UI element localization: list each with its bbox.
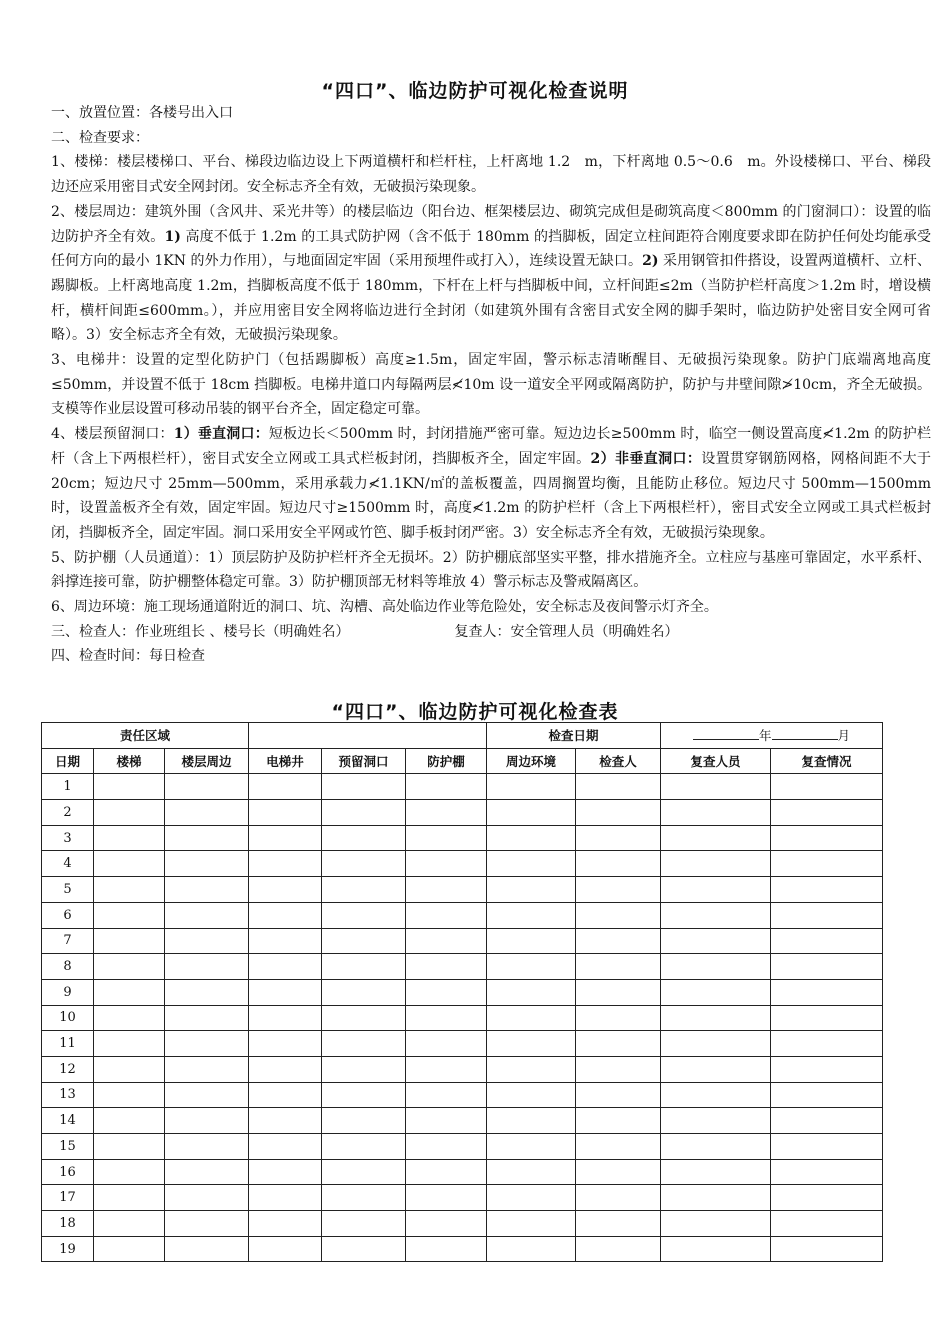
table-cell[interactable] [576, 1082, 661, 1108]
day-number: 17 [42, 1185, 94, 1211]
table-cell[interactable] [165, 877, 249, 903]
table-cell[interactable] [94, 1056, 165, 1082]
column-header: 日期 [42, 748, 94, 774]
table-cell[interactable] [165, 774, 249, 800]
table-cell[interactable] [487, 979, 576, 1005]
table-cell[interactable] [771, 825, 883, 851]
table-cell[interactable] [249, 774, 322, 800]
table-cell[interactable] [771, 1082, 883, 1108]
table-cell[interactable] [322, 1134, 406, 1160]
day-number: 13 [42, 1082, 94, 1108]
table-cell[interactable] [249, 928, 322, 954]
table-cell[interactable] [165, 1108, 249, 1134]
table-cell[interactable] [406, 1211, 487, 1237]
item-shelter: 5、防护棚（人员通道）：1）顶层防护及防护栏杆齐全无损坏。2）防护棚底部坚实平整，排水措施齐全。立柱应与基座可靠固定，水平系杆、斜撑连接可靠，防护棚整体稳定可靠。3）防护棚顶部无材料等堆放 4）警示标志及警戒隔离区。 [51, 549, 931, 591]
table-row [42, 1108, 883, 1134]
table-cell[interactable] [322, 1082, 406, 1108]
description-title: “四口”、临边防护可视化检查说明 [321, 80, 629, 102]
table-cell[interactable] [661, 1185, 771, 1211]
item-floor-edge: 2、楼层周边：建筑外围（含风井、采光井等）的楼层临边（阳台边、框架楼层边、砌筑完成但是砌筑高度＜800mm 的门窗洞口）：设置的临边防护齐全有效。1) 高度不低于 1.2m 的工具式防护网（含不低于 180mm 的挡脚板，固定立柱间距符合刚度要求即在防护任何处均能承受任何方向的最小 1KN 的外力作用），与地面固定牢固（采用预埋件或打入），连续设置无缺口。2) 采用钢管扣件搭设，设置两道横杆、立杆、踢脚板。上杆离地高度 1.2m，挡脚板高度不低于 180mm，下杆在上杆与挡脚板中间，立杆间距≤2m（当防护栏杆高度＞1.2m 时，增设横杆，横杆间距≤600mm。），并应用密目安全网将临边进行全封闭（如建筑外围有含密目式安全网的脚手架时，临边防护处密目安全网可省略）。3）安全标志齐全有效，无破损污染现象。 [51, 203, 932, 344]
requirements-heading: 二、检查要求： [51, 129, 149, 146]
table-cell[interactable] [249, 851, 322, 877]
table-cell[interactable] [406, 1056, 487, 1082]
date-value-cell[interactable]: 年 月 [661, 723, 883, 749]
table-cell[interactable] [165, 1056, 249, 1082]
table-cell[interactable] [576, 1211, 661, 1237]
day-number: 7 [42, 928, 94, 954]
table-cell[interactable] [487, 825, 576, 851]
table-cell[interactable] [661, 800, 771, 826]
table-cell[interactable] [576, 1134, 661, 1160]
table-cell[interactable] [406, 902, 487, 928]
day-number: 9 [42, 979, 94, 1005]
column-header: 电梯井 [249, 748, 322, 774]
table-cell[interactable] [771, 979, 883, 1005]
table-cell[interactable] [661, 954, 771, 980]
table-row [42, 1211, 883, 1237]
table-cell[interactable] [406, 800, 487, 826]
table-cell[interactable] [771, 1031, 883, 1057]
table-cell[interactable] [661, 928, 771, 954]
table-row [42, 1005, 883, 1031]
table-cell[interactable] [406, 1159, 487, 1185]
table-cell[interactable] [661, 877, 771, 903]
table-cell[interactable] [487, 877, 576, 903]
column-header: 楼梯 [94, 748, 165, 774]
table-cell[interactable] [661, 1159, 771, 1185]
table-cell[interactable] [576, 851, 661, 877]
table-cell[interactable] [406, 1236, 487, 1262]
item-openings: 4、楼层预留洞口：1）垂直洞口：短板边长＜500mm 时，封闭措施严密可靠。短边边长≥500mm 时，临空一侧设置高度≮1.2m 的防护栏杆（含上下两根栏杆），密目式安全立网或工具式栏板封闭，挡脚板齐全，固定牢固。2）非垂直洞口：设置贯穿钢筋网格，网格间距不大于 20cm；短边尺寸 25mm—500mm，采用承载力≮1.1KN/㎡的盖板覆盖，四周搁置均衡，且能防止移位。短边尺寸 500mm—1500mm 时，设置盖板齐全有效，固定牢固。短边尺寸≥1500mm 时，高度≮1.2m 的防护栏杆（含上下两根栏杆），密目式安全立网或工具式栏板封闭，挡脚板齐全，固定牢固。洞口采用安全平网或竹笆、脚手板封闭严密。3）安全标志齐全有效，无破损污染现象。 [51, 426, 931, 541]
table-cell[interactable] [165, 954, 249, 980]
table-cell[interactable] [576, 902, 661, 928]
table-cell[interactable] [661, 1134, 771, 1160]
zone-label: 责任区域 [42, 723, 249, 749]
column-header: 预留洞口 [322, 748, 406, 774]
table-row [42, 1134, 883, 1160]
table-cell[interactable] [94, 1082, 165, 1108]
table-cell[interactable] [249, 877, 322, 903]
table-cell[interactable] [406, 979, 487, 1005]
table-cell[interactable] [576, 877, 661, 903]
table-cell[interactable] [249, 800, 322, 826]
table-cell[interactable] [165, 1236, 249, 1262]
table-cell[interactable] [94, 902, 165, 928]
table-cell[interactable] [771, 1134, 883, 1160]
table-cell[interactable] [487, 902, 576, 928]
table-cell[interactable] [406, 1108, 487, 1134]
time-line: 四、检查时间：每日检查 [51, 648, 205, 665]
table-cell[interactable] [165, 1031, 249, 1057]
table-cell[interactable] [661, 825, 771, 851]
table-cell[interactable] [94, 774, 165, 800]
table-cell[interactable] [576, 825, 661, 851]
table-cell[interactable] [406, 774, 487, 800]
table-cell[interactable] [94, 1236, 165, 1262]
table-cell[interactable] [322, 851, 406, 877]
table-row [42, 1082, 883, 1108]
inspection-table [41, 722, 883, 1262]
table-cell[interactable] [249, 1236, 322, 1262]
table-cell[interactable] [322, 954, 406, 980]
table-cell[interactable] [165, 928, 249, 954]
inspector-line: 三、检查人：作业班组长 、楼号长（明确姓名） 复查人：安全管理人员（明确姓名） [51, 623, 679, 640]
day-number: 1 [42, 774, 94, 800]
table-row [42, 774, 883, 800]
day-number: 5 [42, 877, 94, 903]
date-label: 检查日期 [487, 723, 661, 749]
table-cell[interactable] [771, 902, 883, 928]
table-cell[interactable] [249, 1056, 322, 1082]
table-cell[interactable] [661, 902, 771, 928]
table-cell[interactable] [249, 1108, 322, 1134]
table-cell[interactable] [94, 1005, 165, 1031]
table-cell[interactable] [661, 1005, 771, 1031]
table-cell[interactable] [661, 1056, 771, 1082]
table-cell[interactable] [406, 1031, 487, 1057]
day-number: 4 [42, 851, 94, 877]
table-cell[interactable] [576, 954, 661, 980]
description-body [51, 101, 931, 669]
table-cell[interactable] [322, 1159, 406, 1185]
table-row [42, 979, 883, 1005]
table-row [42, 1236, 883, 1262]
table-cell[interactable] [576, 1005, 661, 1031]
table-cell[interactable] [487, 928, 576, 954]
table-cell[interactable] [661, 774, 771, 800]
table-cell[interactable] [487, 1056, 576, 1082]
column-header: 检查人 [576, 748, 661, 774]
table-cell[interactable] [94, 825, 165, 851]
table-cell[interactable] [94, 1134, 165, 1160]
table-cell[interactable] [771, 928, 883, 954]
day-number: 2 [42, 800, 94, 826]
table-row [42, 902, 883, 928]
table-title: “四口”、临边防护可视化检查表 [331, 701, 619, 723]
table-header-row-1 [42, 723, 883, 749]
table-cell[interactable] [94, 1159, 165, 1185]
column-header: 防护棚 [406, 748, 487, 774]
table-cell[interactable] [576, 979, 661, 1005]
table-cell[interactable] [406, 825, 487, 851]
table-cell[interactable] [249, 1082, 322, 1108]
day-number: 12 [42, 1056, 94, 1082]
day-number: 10 [42, 1005, 94, 1031]
table-row [42, 1031, 883, 1057]
table-cell[interactable] [487, 1185, 576, 1211]
item-elevator-shaft: 3、电梯井：设置的定型化防护门（包括踢脚板）高度≥1.5m，固定牢固，警示标志清晰醒目、无破损污染现象。防护门底端离地高度≤50mm，并设置不低于 18cm 挡脚板。电梯井道口内每隔两层≮10m 设一道安全平网或隔离防护，防护与井壁间隙≯10cm，齐全无破损。支模等作业层设置可移动吊装的钢平台齐全，固定稳定可靠。 [51, 352, 931, 418]
table-cell[interactable] [771, 851, 883, 877]
table-cell[interactable] [576, 1159, 661, 1185]
column-header: 楼层周边 [165, 748, 249, 774]
table-cell[interactable] [165, 1185, 249, 1211]
table-row [42, 954, 883, 980]
table-cell[interactable] [487, 1134, 576, 1160]
column-header: 复查情况 [771, 748, 883, 774]
day-number: 15 [42, 1134, 94, 1160]
table-cell[interactable] [322, 1031, 406, 1057]
table-cell[interactable] [165, 1134, 249, 1160]
table-cell[interactable] [487, 954, 576, 980]
table-cell[interactable] [94, 928, 165, 954]
table-cell[interactable] [771, 877, 883, 903]
table-cell[interactable] [322, 1005, 406, 1031]
table-cell[interactable] [322, 979, 406, 1005]
table-cell[interactable] [322, 1236, 406, 1262]
table-cell[interactable] [576, 928, 661, 954]
table-cell[interactable] [406, 877, 487, 903]
table-cell[interactable] [249, 1005, 322, 1031]
table-cell[interactable] [576, 1056, 661, 1082]
table-cell[interactable] [94, 979, 165, 1005]
table-cell[interactable] [771, 1185, 883, 1211]
table-cell[interactable] [249, 979, 322, 1005]
table-cell[interactable] [322, 1056, 406, 1082]
table-cell[interactable] [406, 1134, 487, 1160]
table-cell[interactable] [771, 1056, 883, 1082]
day-number: 11 [42, 1031, 94, 1057]
table-cell[interactable] [576, 1185, 661, 1211]
table-cell[interactable] [406, 1082, 487, 1108]
table-cell[interactable] [771, 1108, 883, 1134]
table-cell[interactable] [94, 1031, 165, 1057]
table-cell[interactable] [322, 1211, 406, 1237]
table-cell[interactable] [487, 774, 576, 800]
table-cell[interactable] [249, 902, 322, 928]
table-cell[interactable] [771, 1159, 883, 1185]
table-cell[interactable] [94, 800, 165, 826]
table-cell[interactable] [487, 851, 576, 877]
table-cell[interactable] [249, 1134, 322, 1160]
table-cell[interactable] [771, 954, 883, 980]
table-cell[interactable] [165, 1159, 249, 1185]
table-cell[interactable] [94, 1108, 165, 1134]
table-header-row-2 [42, 748, 883, 774]
table-row [42, 825, 883, 851]
placement-line: 一、放置位置：各楼号出入口 [51, 105, 233, 121]
table-cell[interactable] [487, 1236, 576, 1262]
table-cell[interactable] [661, 1211, 771, 1237]
table-cell[interactable] [406, 1185, 487, 1211]
table-cell[interactable] [661, 979, 771, 1005]
day-number: 3 [42, 825, 94, 851]
day-number: 14 [42, 1108, 94, 1134]
table-cell[interactable] [94, 954, 165, 980]
table-cell[interactable] [576, 1236, 661, 1262]
table-cell[interactable] [771, 1211, 883, 1237]
table-body [42, 774, 883, 1262]
table-cell[interactable] [94, 877, 165, 903]
table-cell[interactable] [165, 902, 249, 928]
table-cell[interactable] [165, 1211, 249, 1237]
table-cell[interactable] [94, 851, 165, 877]
zone-value-cell[interactable] [249, 723, 487, 749]
table-cell[interactable] [487, 1031, 576, 1057]
day-number: 8 [42, 954, 94, 980]
table-cell[interactable] [322, 1108, 406, 1134]
table-cell[interactable] [94, 1211, 165, 1237]
table-cell[interactable] [165, 1082, 249, 1108]
table-row [42, 928, 883, 954]
table-row [42, 851, 883, 877]
table-cell[interactable] [487, 1108, 576, 1134]
table-cell[interactable] [661, 1082, 771, 1108]
table-cell[interactable] [487, 1159, 576, 1185]
table-cell[interactable] [322, 877, 406, 903]
table-cell[interactable] [322, 1185, 406, 1211]
table-cell[interactable] [322, 774, 406, 800]
table-row [42, 877, 883, 903]
table-cell[interactable] [322, 902, 406, 928]
table-cell[interactable] [661, 1108, 771, 1134]
table-row [42, 1185, 883, 1211]
table-cell[interactable] [576, 1031, 661, 1057]
item-surroundings: 6、周边环境：施工现场通道附近的洞口、坑、沟槽、高处临边作业等危险处，安全标志及夜间警示灯齐全。 [51, 599, 718, 616]
table-cell[interactable] [487, 1082, 576, 1108]
item-stairs: 1、楼梯：楼层楼梯口、平台、梯段边临边设上下两道横杆和栏杆柱，上杆离地 1.2 m，下杆离地 0.5～0.6 m。外设楼梯口、平台、梯段边还应采用密目式安全网封闭。安全标志齐全有效，无破损污染现象。 [51, 154, 931, 196]
table-cell[interactable] [94, 1185, 165, 1211]
table-cell[interactable] [771, 774, 883, 800]
table-cell[interactable] [249, 1031, 322, 1057]
day-number: 19 [42, 1236, 94, 1262]
day-number: 18 [42, 1211, 94, 1237]
table-cell[interactable] [165, 851, 249, 877]
day-number: 6 [42, 902, 94, 928]
table-cell[interactable] [406, 1005, 487, 1031]
table-cell[interactable] [249, 825, 322, 851]
table-cell[interactable] [165, 825, 249, 851]
table-row [42, 1159, 883, 1185]
table-cell[interactable] [249, 954, 322, 980]
table-cell[interactable] [249, 1185, 322, 1211]
table-row [42, 800, 883, 826]
table-cell[interactable] [406, 954, 487, 980]
column-header: 复查人员 [661, 748, 771, 774]
table-cell[interactable] [165, 979, 249, 1005]
table-cell[interactable] [487, 1211, 576, 1237]
table-row [42, 1056, 883, 1082]
column-header: 周边环境 [487, 748, 576, 774]
table-cell[interactable] [322, 928, 406, 954]
table-cell[interactable] [771, 1005, 883, 1031]
table-cell[interactable] [322, 800, 406, 826]
table-cell[interactable] [406, 928, 487, 954]
table-cell[interactable] [322, 825, 406, 851]
table-cell[interactable] [165, 1005, 249, 1031]
table-cell[interactable] [661, 1236, 771, 1262]
table-cell[interactable] [576, 774, 661, 800]
table-cell[interactable] [249, 1211, 322, 1237]
table-cell[interactable] [661, 1031, 771, 1057]
table-cell[interactable] [406, 851, 487, 877]
day-number: 16 [42, 1159, 94, 1185]
table-cell[interactable] [165, 800, 249, 826]
table-cell[interactable] [576, 1108, 661, 1134]
table-cell[interactable] [487, 1005, 576, 1031]
table-cell[interactable] [576, 800, 661, 826]
table-cell[interactable] [249, 1159, 322, 1185]
table-cell[interactable] [771, 800, 883, 826]
table-cell[interactable] [771, 1236, 883, 1262]
table-cell[interactable] [661, 851, 771, 877]
table-cell[interactable] [487, 800, 576, 826]
